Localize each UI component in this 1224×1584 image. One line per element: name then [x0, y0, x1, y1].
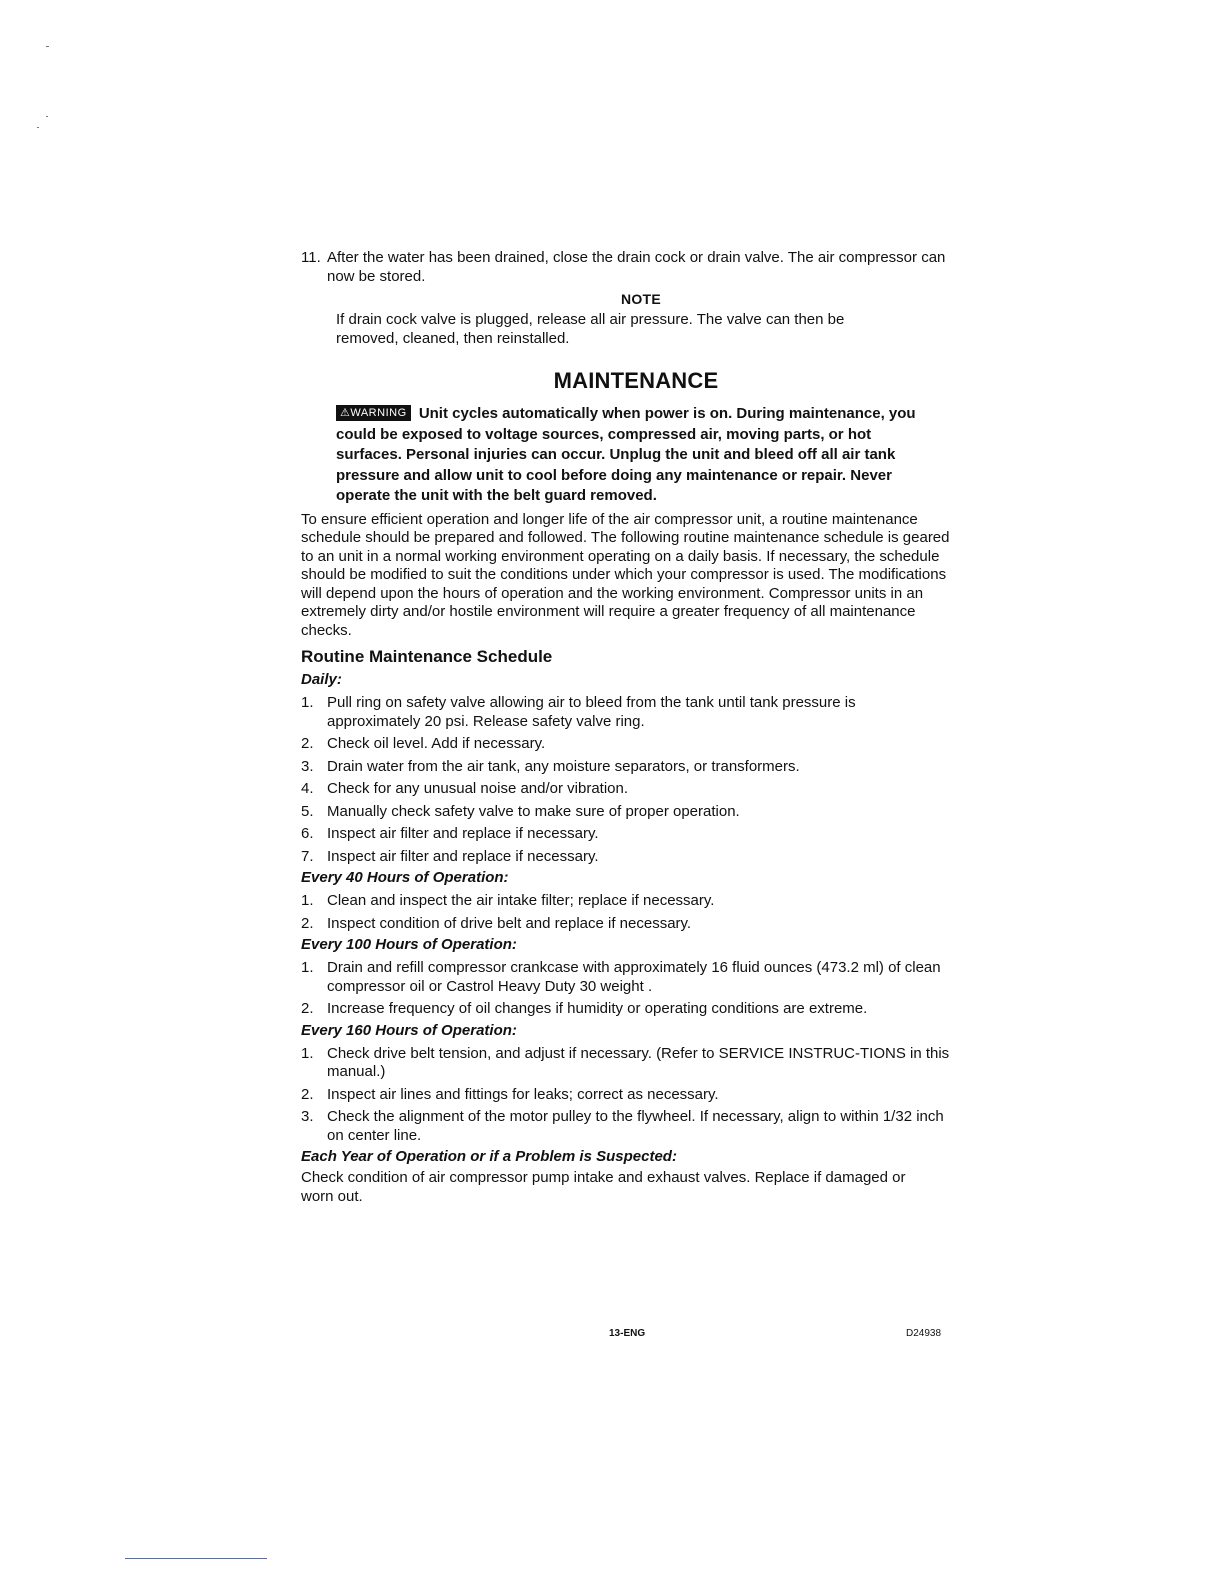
list-item	[301, 694, 951, 731]
item-number: 2.	[301, 735, 314, 752]
warning-label: WARNING	[350, 407, 407, 419]
item-text: Manually check safety valve to make sure of proper operation.	[327, 802, 740, 820]
item-number: 3.	[301, 757, 314, 775]
daily-list	[301, 694, 951, 866]
item-text: Inspect air lines and fittings for leaks; correct as necessary.	[327, 1085, 719, 1103]
item-text: Inspect condition of drive belt and replace if necessary.	[327, 914, 692, 932]
warning-block	[336, 404, 916, 507]
item-number: 3.	[301, 1108, 314, 1125]
page-content	[301, 248, 951, 1206]
item-text: Drain and refill compressor crankcase with approximately 16 fluid ounces (473.2 ml) of clean compressor oil or Castrol Heavy Duty 30 weight .	[327, 959, 941, 995]
item-text: Check oil level. Add if necessary.	[327, 735, 546, 752]
step-number: 11.	[301, 249, 321, 266]
maintenance-title: MAINTENANCE	[553, 368, 719, 393]
note-heading: NOTE	[620, 291, 662, 307]
item-text: Pull ring on safety valve allowing air to bleed from the tank until tank pressure is approximately 20 psi. Release safety valve ring.	[327, 694, 856, 730]
list-item	[301, 735, 951, 754]
document-code: D24938	[906, 1328, 942, 1339]
list-item	[301, 758, 951, 777]
item-text: Check the alignment of the motor pulley to the flywheel. If necessary, align to within 1/32 inch on center line.	[327, 1108, 944, 1144]
item-number: 7.	[301, 847, 314, 865]
item-number: 1.	[301, 892, 314, 909]
item-text: Clean and inspect the air intake filter; replace if necessary.	[327, 892, 715, 909]
daily-heading: Daily:	[301, 671, 342, 688]
item-number: 1.	[301, 959, 314, 976]
list-item	[301, 1086, 951, 1105]
every-160-hours-list	[301, 1045, 951, 1146]
note-text: If drain cock valve is plugged, release all air pressure. The valve can then be removed, cleaned, then reinstalled.	[336, 311, 845, 347]
scan-speck	[37, 127, 39, 128]
item-text: Check drive belt tension, and adjust if necessary. (Refer to SERVICE INSTRUC-TIONS in this manual.)	[327, 1044, 950, 1080]
item-text: Inspect air filter and replace if necessary.	[327, 825, 599, 842]
yearly-heading: Each Year of Operation or if a Problem is Suspected:	[301, 1148, 677, 1165]
maintenance-intro: To ensure efficient operation and longer life of the air compressor unit, a routine maintenance schedule should be prepared and followed. The following routine maintenance schedule is geared to an unit in a normal working environment operating on a daily basis. If necessary, the schedule should be modified to suit the conditions under which your compressor is used. The modifications will depend upon the hours of operation and the working environment. Compressor units in an extremely dirty and/or hostile environment will require a greater frequency of all maintenance checks.	[301, 510, 950, 639]
item-number: 2.	[301, 1085, 314, 1103]
list-item	[301, 915, 951, 934]
list-item	[301, 825, 951, 844]
schedule-title: Routine Maintenance Schedule	[301, 647, 553, 666]
item-number: 1.	[301, 1044, 314, 1062]
bottom-rule	[125, 1558, 267, 1559]
item-text: Inspect air filter and replace if necessary.	[327, 847, 599, 865]
every-40-hours-heading: Every 40 Hours of Operation:	[301, 869, 509, 886]
item-number: 4.	[301, 780, 314, 797]
item-number: 2.	[301, 1000, 314, 1017]
yearly-text: Check condition of air compressor pump intake and exhaust valves. Replace if damaged or worn out.	[301, 1169, 906, 1205]
scan-speck	[46, 116, 48, 117]
page-number: 13-ENG	[609, 1328, 646, 1339]
item-text: Increase frequency of oil changes if humidity or operating conditions are extreme.	[327, 1000, 868, 1017]
every-100-hours-list	[301, 959, 951, 1019]
list-item	[301, 1108, 951, 1145]
every-40-hours-list	[301, 892, 951, 933]
every-160-hours-heading: Every 160 Hours of Operation:	[301, 1021, 517, 1039]
list-item	[301, 1045, 951, 1082]
step-11	[301, 248, 951, 286]
list-item	[301, 1000, 951, 1019]
list-item	[301, 803, 951, 822]
warning-triangle-icon: ⚠	[340, 407, 351, 419]
item-number: 6.	[301, 825, 314, 842]
list-item	[301, 892, 951, 911]
list-item	[301, 959, 951, 996]
item-number: 2.	[301, 914, 314, 932]
scan-speck	[46, 46, 49, 47]
list-item	[301, 780, 951, 799]
item-number: 1.	[301, 694, 314, 711]
item-number: 5.	[301, 802, 314, 820]
step-text: After the water has been drained, close the drain cock or drain valve. The air compressor can now be stored.	[327, 249, 946, 285]
warning-badge	[336, 405, 411, 421]
every-100-hours-heading: Every 100 Hours of Operation:	[301, 936, 517, 953]
list-item	[301, 848, 951, 867]
item-text: Check for any unusual noise and/or vibration.	[327, 780, 629, 797]
warning-text: Unit cycles automatically when power is on. During maintenance, you could be exposed to voltage sources, compressed air, moving parts, or hot surfaces. Personal injuries can occur. Unplug the unit and bleed off all air tank pressure and allow unit to cool before doing any maintenance or repair. Never operate the unit with the belt guard removed.	[336, 405, 916, 504]
item-text: Drain water from the air tank, any moisture separators, or transformers.	[327, 757, 800, 775]
